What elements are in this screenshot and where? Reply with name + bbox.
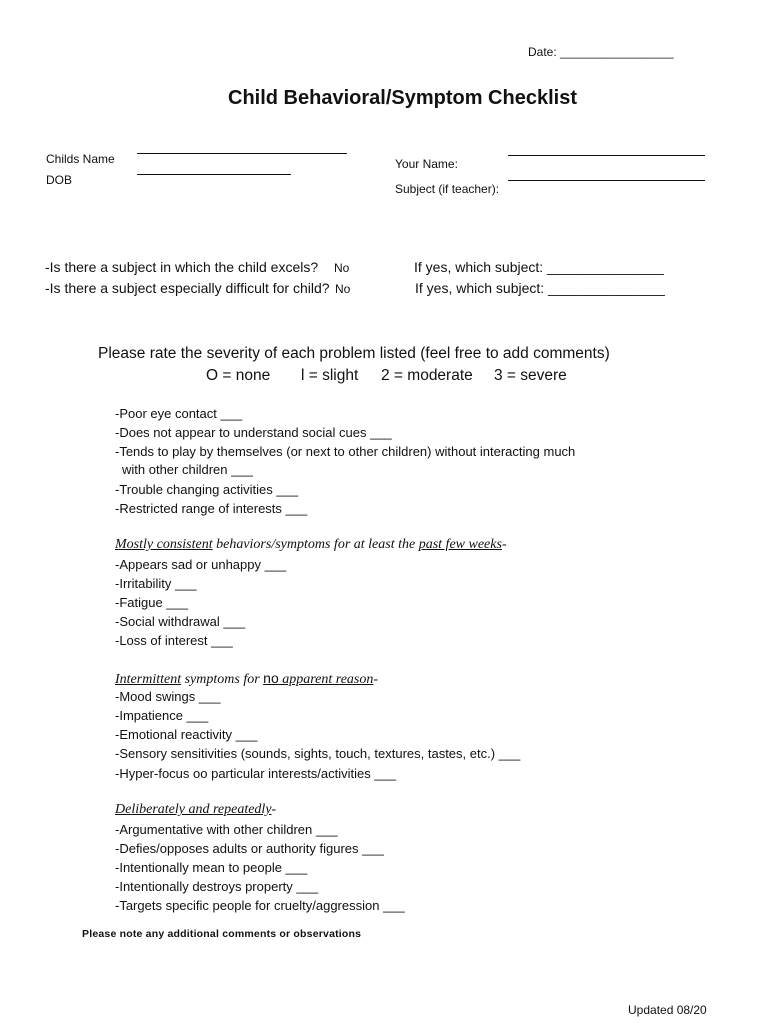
- rating-scale-moderate: 2 = moderate: [381, 367, 473, 384]
- list-item: -Poor eye contact ___: [115, 406, 243, 421]
- answer-difficult[interactable]: No: [335, 282, 351, 296]
- list-item: -Irritability ___: [115, 576, 197, 591]
- additional-comments-note: Please note any additional comments or observations: [82, 928, 362, 940]
- list-item: -Loss of interest ___: [115, 633, 233, 648]
- answer-excels[interactable]: No: [334, 261, 350, 275]
- heading-text: behaviors/symptoms for at least the: [212, 537, 419, 552]
- heading-underlined: past few weeks: [418, 537, 502, 552]
- list-item: with other children ___: [122, 462, 253, 477]
- childs-name-field[interactable]: [137, 153, 347, 154]
- list-item: -Hyper-focus oo particular interests/activities ___: [115, 766, 397, 781]
- list-item: -Argumentative with other children ___: [115, 822, 338, 837]
- dob-field[interactable]: [137, 174, 291, 175]
- section-heading-consistent: [115, 537, 507, 553]
- subject-label: Subject (if teacher):: [395, 182, 500, 196]
- list-item: -Sensory sensitivities (sounds, sights, touch, textures, tastes, etc.) ___: [115, 746, 521, 761]
- date-blank[interactable]: _________________: [560, 45, 674, 59]
- heading-underlined: Mostly consistent: [115, 537, 213, 552]
- followup-excels[interactable]: If yes, which subject: _______________: [414, 259, 664, 275]
- rating-scale-none: O = none: [206, 367, 271, 384]
- list-item: -Trouble changing activities ___: [115, 482, 299, 497]
- date-label-row: [528, 45, 674, 59]
- heading-text: symptoms for: [181, 672, 264, 687]
- heading-underlined: Intermittent: [115, 672, 182, 687]
- list-item: -Fatigue ___: [115, 595, 188, 610]
- list-item: -Restricted range of interests ___: [115, 501, 308, 516]
- list-item: -Impatience ___: [115, 708, 209, 723]
- section-heading-deliberately: [115, 802, 276, 818]
- your-name-field[interactable]: [508, 155, 705, 156]
- rating-scale-slight: l = slight: [301, 367, 359, 384]
- updated-date: Updated 08/20: [628, 1003, 707, 1017]
- childs-name-label: Childs Name: [46, 152, 115, 166]
- your-name-label: Your Name:: [395, 157, 458, 171]
- dob-label: DOB: [46, 173, 73, 187]
- heading-dash: -: [373, 672, 379, 687]
- section-heading-intermittent: [115, 670, 378, 688]
- rating-scale-severe: 3 = severe: [494, 367, 567, 384]
- list-item: -Tends to play by themselves (or next to other children) without interacting much: [115, 444, 576, 459]
- heading-dash: -: [501, 537, 507, 552]
- question-excels: -Is there a subject in which the child excels?: [45, 259, 319, 275]
- list-item: -Emotional reactivity ___: [115, 727, 258, 742]
- list-item: -Intentionally destroys property ___: [115, 879, 319, 894]
- rating-instruction: Please rate the severity of each problem listed (feel free to add comments): [98, 345, 610, 362]
- heading-underlined: apparent reason: [278, 672, 374, 687]
- heading-underlined: Deliberately and repeatedly: [115, 802, 272, 817]
- page-title: Child Behavioral/Symptom Checklist: [228, 87, 577, 109]
- heading-underlined: no: [263, 670, 279, 686]
- list-item: -Mood swings ___: [115, 689, 221, 704]
- list-item: -Intentionally mean to people ___: [115, 860, 308, 875]
- subject-field[interactable]: [508, 180, 705, 181]
- followup-difficult[interactable]: If yes, which subject: _______________: [415, 280, 665, 296]
- date-label: Date:: [528, 45, 557, 59]
- list-item: -Does not appear to understand social cues ___: [115, 425, 392, 440]
- list-item: -Defies/opposes adults or authority figures ___: [115, 841, 384, 856]
- question-difficult: -Is there a subject especially difficult for child?: [45, 280, 330, 296]
- list-item: -Targets specific people for cruelty/aggression ___: [115, 898, 405, 913]
- list-item: -Appears sad or unhappy ___: [115, 557, 287, 572]
- list-item: -Social withdrawal ___: [115, 614, 246, 629]
- heading-dash: -: [271, 802, 277, 817]
